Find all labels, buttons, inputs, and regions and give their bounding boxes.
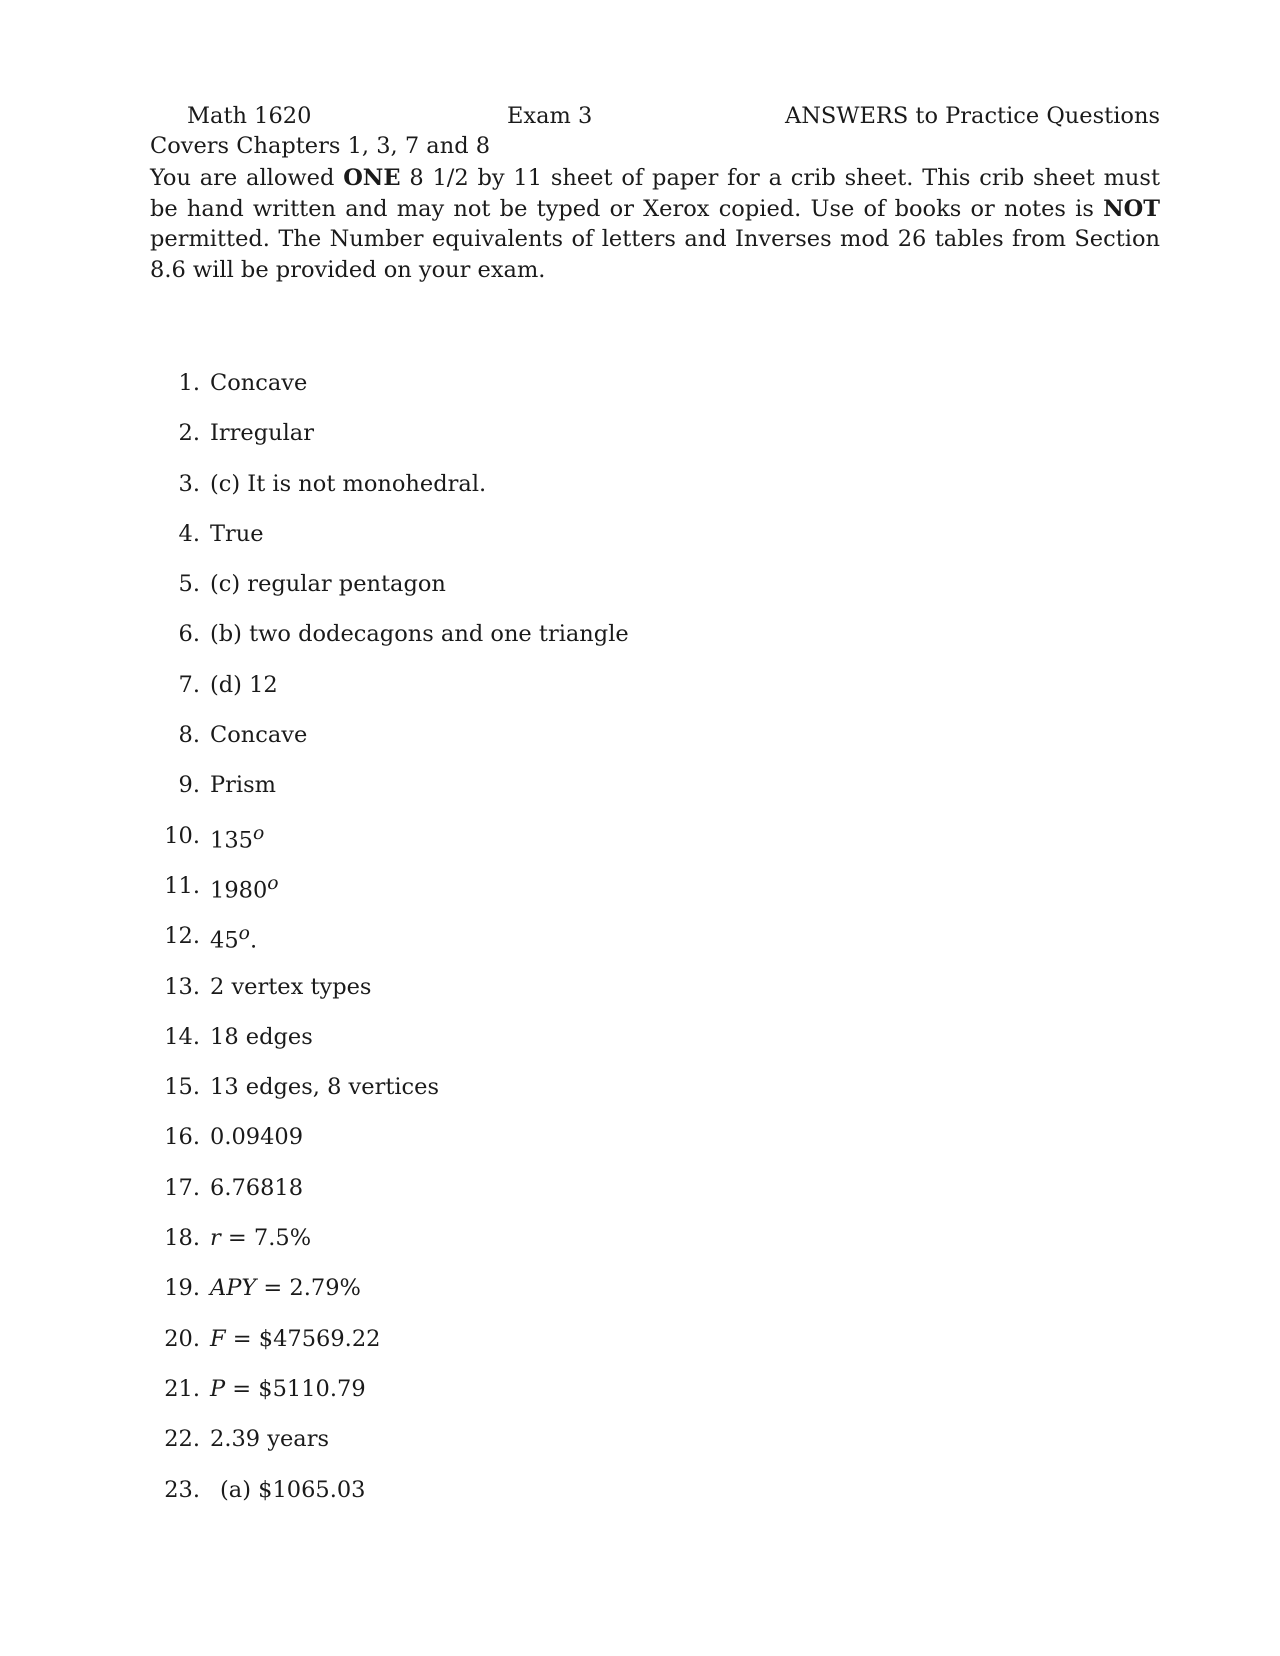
- answer-text: [210, 873, 279, 904]
- answer-text: [210, 1326, 380, 1352]
- answer-text: (b) two dodecagons and one triangle: [210, 621, 629, 648]
- math-variable: r: [210, 1225, 221, 1252]
- degree-symbol: o: [267, 872, 279, 894]
- answer-number: 17.: [164, 1174, 200, 1201]
- answer-number: 3.: [178, 470, 200, 497]
- answer-item: [150, 873, 1050, 923]
- answer-suffix: .: [249, 927, 258, 954]
- answer-item: [150, 521, 1050, 571]
- answer-item: [150, 772, 1050, 822]
- answer-number: 7.: [178, 671, 200, 698]
- answer-item: [150, 420, 1050, 470]
- chapters-covered: Covers Chapters 1, 3, 7 and 8: [150, 133, 491, 159]
- answer-text: 2 vertex types: [210, 973, 372, 1000]
- answer-text: Concave: [210, 722, 308, 749]
- answer-number: 1.: [178, 370, 200, 396]
- answer-number: 22.: [164, 1426, 200, 1453]
- answer-number: 13.: [164, 973, 200, 1000]
- answer-text: [210, 1275, 361, 1301]
- answer-number: 8.: [178, 722, 200, 749]
- instructions-text-1: You are allowed: [150, 165, 344, 191]
- degree-symbol: o: [252, 822, 265, 844]
- answer-number: 21.: [164, 1375, 200, 1402]
- answer-text: (a) $1065.03: [220, 1476, 366, 1503]
- answer-text: Prism: [210, 772, 276, 799]
- answer-item: [150, 1477, 1050, 1527]
- answer-number: 5.: [178, 571, 200, 598]
- answer-item: [150, 923, 1050, 973]
- answer-text: [210, 1225, 311, 1251]
- math-expression: = $47569.22: [225, 1325, 381, 1352]
- answer-number: 23.: [164, 1476, 200, 1503]
- answer-text: (c) regular pentagon: [210, 571, 446, 598]
- answer-item: [150, 471, 1050, 521]
- math-variable: P: [210, 1375, 226, 1402]
- answer-text: 13 edges, 8 vertices: [210, 1074, 440, 1101]
- math-expression: = 2.79%: [256, 1275, 361, 1302]
- answer-number: 18.: [164, 1225, 200, 1252]
- answer-number: 15.: [164, 1074, 200, 1101]
- answer-item: [150, 571, 1050, 621]
- answer-text: 0.09409: [210, 1124, 304, 1151]
- answer-text: (d) 12: [210, 671, 278, 698]
- answer-number: 10.: [164, 822, 200, 849]
- answer-number: 19.: [164, 1275, 200, 1302]
- answer-item: [150, 974, 1050, 1024]
- instructions-paragraph: [150, 163, 1160, 285]
- answer-text: [210, 1376, 366, 1402]
- angle-value: 45: [210, 927, 239, 954]
- answer-number: 16.: [164, 1124, 200, 1151]
- answer-number: 11.: [164, 872, 200, 899]
- course-name: Math 1620: [187, 103, 312, 129]
- math-variable: F: [210, 1325, 226, 1352]
- answer-text: 6.76818: [210, 1174, 304, 1201]
- angle-value: 1980: [210, 877, 268, 904]
- answer-item: [150, 1426, 1050, 1476]
- answer-text: [210, 823, 264, 854]
- degree-symbol: o: [238, 923, 250, 945]
- angle-value: 135: [210, 827, 253, 854]
- answer-number: 6.: [178, 621, 200, 648]
- answer-number: 14.: [164, 1023, 200, 1050]
- math-variable: APY: [210, 1275, 257, 1302]
- answer-text: [210, 923, 257, 954]
- answer-list: [150, 370, 1050, 1527]
- answer-item: [150, 1074, 1050, 1124]
- answer-item: [150, 1376, 1050, 1426]
- answer-item: [150, 1124, 1050, 1174]
- answer-item: [150, 1326, 1050, 1376]
- instructions-bold-one: ONE: [343, 165, 401, 191]
- answer-item: [150, 722, 1050, 772]
- answer-text: 2.39 years: [210, 1426, 329, 1453]
- answer-number: 20.: [164, 1325, 200, 1352]
- answer-text: Irregular: [210, 420, 314, 447]
- answer-item: [150, 672, 1050, 722]
- instructions-bold-not: NOT: [1103, 195, 1160, 222]
- math-expression: = $5110.79: [225, 1375, 366, 1402]
- instructions-text-2: 8 1/2 by 11 sheet of paper for a crib sheet. This crib sheet must be hand written and may not be typed or Xerox copied. Use of books or notes is: [150, 165, 1160, 222]
- page-header: [150, 103, 1160, 135]
- answer-number: 12.: [164, 923, 200, 950]
- answer-text: True: [210, 520, 264, 547]
- answer-text: Concave: [210, 370, 308, 396]
- instructions-text-3: permitted. The Number equivalents of letters and Inverses mod 26 tables from Section 8.6 will be provided on your exam.: [150, 226, 1160, 283]
- exam-name: Exam 3: [507, 103, 593, 129]
- answer-number: 2.: [178, 420, 200, 447]
- document-title: ANSWERS to Practice Questions: [785, 103, 1160, 129]
- answer-number: 4.: [178, 520, 200, 547]
- answer-item: [150, 1024, 1050, 1074]
- answer-item: [150, 621, 1050, 671]
- answer-item: [150, 1175, 1050, 1225]
- answer-text: (c) It is not monohedral.: [210, 470, 487, 497]
- answer-item: [150, 1275, 1050, 1325]
- answer-item: [150, 1225, 1050, 1275]
- answer-text: 18 edges: [210, 1023, 313, 1050]
- math-expression: = 7.5%: [220, 1225, 312, 1252]
- answer-item: [150, 823, 1050, 873]
- answer-number: 9.: [178, 772, 200, 799]
- answer-item: [150, 370, 1050, 420]
